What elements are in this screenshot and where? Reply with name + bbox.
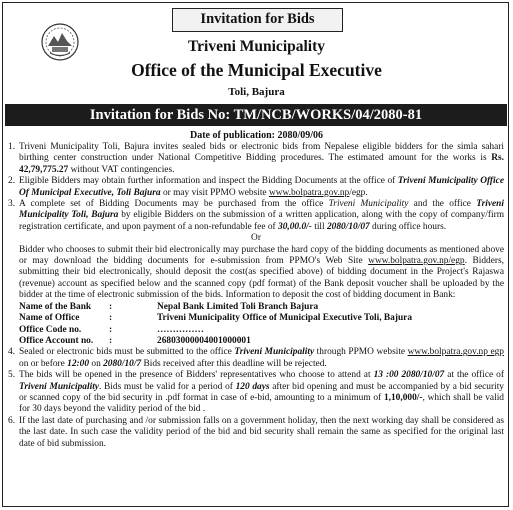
egp-link[interactable]: www.bolpatra.gov.np/egp: [368, 256, 465, 267]
list-item: 3. A complete set of Bidding Documents may be purchased from the office Triveni Municipality and the office Triveni Municipality Toli, Bajura by eligible Bidders on the submission of a written application, along with the copy of company/firm registration certificate, and upon payment of a non-refundable fee of 30,00.0/- till 2080/10/07 during office hours.: [8, 199, 504, 232]
office-location: Toli, Bajura: [228, 86, 285, 98]
office-title: Office of the Municipal Executive: [131, 60, 382, 80]
submission-link[interactable]: www.bolpatra.gov.np egp: [407, 347, 504, 358]
list-item: 2. Eligible Bidders may obtain further information and inspect the Bidding Documents at the office of Triveni Municipality Office Of Municipal Executive, Toli Bajura or may visit PPMO website www.bolpatra.gov.np/egp.: [8, 176, 504, 198]
e-bid-paragraph: Bidder who chooses to submit their bid electronically may purchase the hard copy of the bidding documents as mentioned above or may download the bidding documents for e-submission from PPMO's Web Site www.bolpatra.gov.np/egp. Bidders, submitting their bid electronically, should deposit the cost(as specified above) of bidding document in the Project's Rajaswa (revenue) account as specified below and the scanned copy (pdf format) of the Bank deposit voucher shall be uploaded by the bidder at the time of electronic submission of the bids. Information to deposit the cost of bidding document in Bank:: [19, 244, 504, 301]
or-separator: Or: [251, 233, 261, 244]
list-item: 4. Sealed or electronic bids must be submitted to the office Triveni Municipality through PPMO website www.bolpatra.gov.np egp on or before 12:00 on 2080/10/7 Bids received after this deadline will be rejected.: [8, 347, 504, 369]
invitation-heading-box: Invitation for Bids: [172, 8, 343, 32]
list-item: 5. The bids will be opened in the presence of Bidders' representatives who choose to attend at 13 :00 2080/10/07 at the office of Triveni Municipality. Bids must be valid for a period of 120 days after bid opening and must be accompanied by a bid security or scanned copy of the bid security in .pdf format in case of e-bid, amounting to a minimum of 1,10,000/-, which shall be valid for 30 days beyond the validity period of the bid .: [8, 370, 504, 415]
account-row: Name of Office : Triveni Municipality Office of Municipal Executive Toli, Bajura: [19, 313, 413, 324]
ppmo-link[interactable]: www.bolpatra.gov.np: [268, 187, 350, 198]
publication-date: Date of publication: 2080/09/06: [189, 130, 324, 141]
account-row: Name of the Bank : Nepal Bank Limited Toli Branch Bajura: [19, 301, 319, 312]
list-item: 1. Triveni Municipality Toli, Bajura invites sealed bids or electronic bids from Nepalese eligible bidders for the simla sahari birthing center construction under National Competitive Bidding procedures. The estimated amount for the works is Rs. 42,79,775.27 without VAT contingencies.: [8, 142, 504, 175]
bid-number-banner: Invitation for Bids No: TM/NCB/WORKS/04/2080-81: [5, 104, 507, 126]
bank-account-table: [19, 302, 504, 348]
municipality-name: Triveni Municipality: [187, 38, 326, 55]
account-row: Office Account no. : 26803000004001000001: [19, 335, 251, 346]
list-item: 6. If the last date of purchasing and /or submission falls on a government holiday, then the next working day shall be considered as the last date. In such case the validity period of the bid and bid security shall remain the same as specified for the original last date of bid submission.: [8, 415, 504, 449]
notice-body: [8, 142, 504, 450]
account-row: Office Code no. : ……………: [19, 324, 204, 335]
